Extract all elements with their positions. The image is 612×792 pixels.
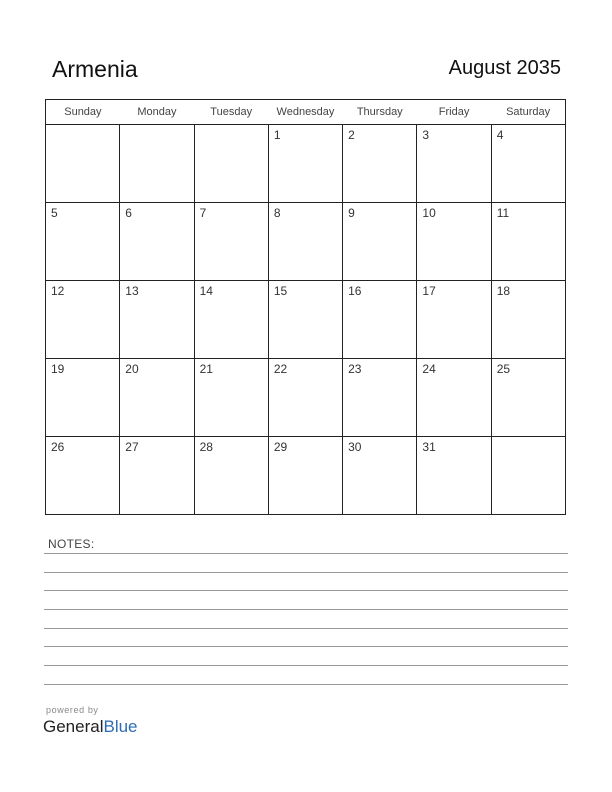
day-cell xyxy=(417,125,491,203)
day-cell xyxy=(343,437,417,515)
day-number: 26 xyxy=(51,440,65,454)
day-cell xyxy=(491,125,565,203)
day-number: 7 xyxy=(199,206,207,220)
weekday-friday: Friday xyxy=(417,100,491,125)
day-cell xyxy=(343,359,417,437)
day-number: 6 xyxy=(125,206,132,220)
day-cell xyxy=(120,281,194,359)
note-line xyxy=(44,665,568,666)
day-cell xyxy=(268,359,342,437)
day-cell xyxy=(120,203,194,281)
calendar-grid xyxy=(45,99,566,515)
day-cell xyxy=(46,359,120,437)
day-number: 20 xyxy=(125,362,139,376)
day-cell xyxy=(120,125,194,203)
notes-label: NOTES: xyxy=(48,537,95,551)
day-cell xyxy=(46,125,120,203)
powered-by-text: powered by xyxy=(46,705,99,715)
week-row xyxy=(46,125,566,203)
week-row xyxy=(46,281,566,359)
day-cell xyxy=(343,203,417,281)
day-number: 21 xyxy=(199,362,213,376)
day-cell xyxy=(491,359,565,437)
day-number: 30 xyxy=(348,440,362,454)
day-number: 2 xyxy=(348,128,355,142)
weekday-wednesday: Wednesday xyxy=(268,100,342,125)
day-cell xyxy=(46,281,120,359)
week-row xyxy=(46,359,566,437)
day-cell xyxy=(120,359,194,437)
day-number: 4 xyxy=(496,128,504,142)
weekday-saturday: Saturday xyxy=(491,100,565,125)
day-number: 22 xyxy=(273,362,288,376)
day-cell xyxy=(343,125,417,203)
weekday-thursday: Thursday xyxy=(343,100,417,125)
note-line xyxy=(44,609,568,610)
day-number: 10 xyxy=(422,206,436,220)
note-line xyxy=(44,628,568,629)
day-number: 18 xyxy=(496,284,511,298)
day-number: 23 xyxy=(348,362,362,376)
day-number: 28 xyxy=(199,440,213,454)
day-cell xyxy=(194,359,268,437)
day-number: 5 xyxy=(51,206,58,220)
day-number: 11 xyxy=(496,206,510,220)
day-cell xyxy=(491,281,565,359)
day-cell xyxy=(194,281,268,359)
day-number: 15 xyxy=(273,284,288,298)
day-number xyxy=(492,437,565,440)
day-cell xyxy=(417,203,491,281)
note-line xyxy=(44,646,568,647)
day-cell xyxy=(343,281,417,359)
day-cell xyxy=(268,125,342,203)
day-number xyxy=(46,125,119,128)
day-number: 24 xyxy=(422,362,436,376)
day-number: 17 xyxy=(422,284,436,298)
month-year-title: August 2035 xyxy=(448,57,561,79)
day-cell xyxy=(194,437,268,515)
day-number: 19 xyxy=(51,362,65,376)
day-cell xyxy=(417,359,491,437)
brand-logo xyxy=(43,717,138,737)
weekday-header-row xyxy=(46,100,566,125)
weekday-sunday: Sunday xyxy=(46,100,120,125)
week-row xyxy=(46,203,566,281)
day-cell xyxy=(120,437,194,515)
day-number: 3 xyxy=(422,128,430,142)
day-number xyxy=(195,125,268,128)
day-cell xyxy=(491,437,565,515)
day-number: 29 xyxy=(273,440,288,454)
note-line xyxy=(44,572,568,573)
day-cell xyxy=(268,203,342,281)
note-line xyxy=(44,590,568,591)
weekday-tuesday: Tuesday xyxy=(194,100,268,125)
day-number: 12 xyxy=(51,284,65,298)
day-number xyxy=(120,125,193,128)
country-title: Armenia xyxy=(52,56,138,82)
brand-general: General xyxy=(43,717,104,736)
day-cell xyxy=(491,203,565,281)
day-cell xyxy=(268,281,342,359)
day-number: 13 xyxy=(125,284,139,298)
weekday-monday: Monday xyxy=(120,100,194,125)
week-row xyxy=(46,437,566,515)
note-line xyxy=(44,684,568,685)
day-number: 9 xyxy=(348,206,355,220)
brand-blue: Blue xyxy=(103,717,138,736)
day-cell xyxy=(46,437,120,515)
day-cell xyxy=(194,203,268,281)
day-number: 8 xyxy=(273,206,281,220)
day-cell xyxy=(46,203,120,281)
day-number: 27 xyxy=(125,440,139,454)
day-number: 1 xyxy=(273,128,281,142)
day-number: 31 xyxy=(422,440,436,454)
day-cell xyxy=(417,281,491,359)
day-cell xyxy=(417,437,491,515)
day-number: 14 xyxy=(199,284,213,298)
day-cell xyxy=(194,125,268,203)
note-line xyxy=(44,553,568,554)
day-cell xyxy=(268,437,342,515)
day-number: 16 xyxy=(348,284,362,298)
day-number: 25 xyxy=(496,362,511,376)
